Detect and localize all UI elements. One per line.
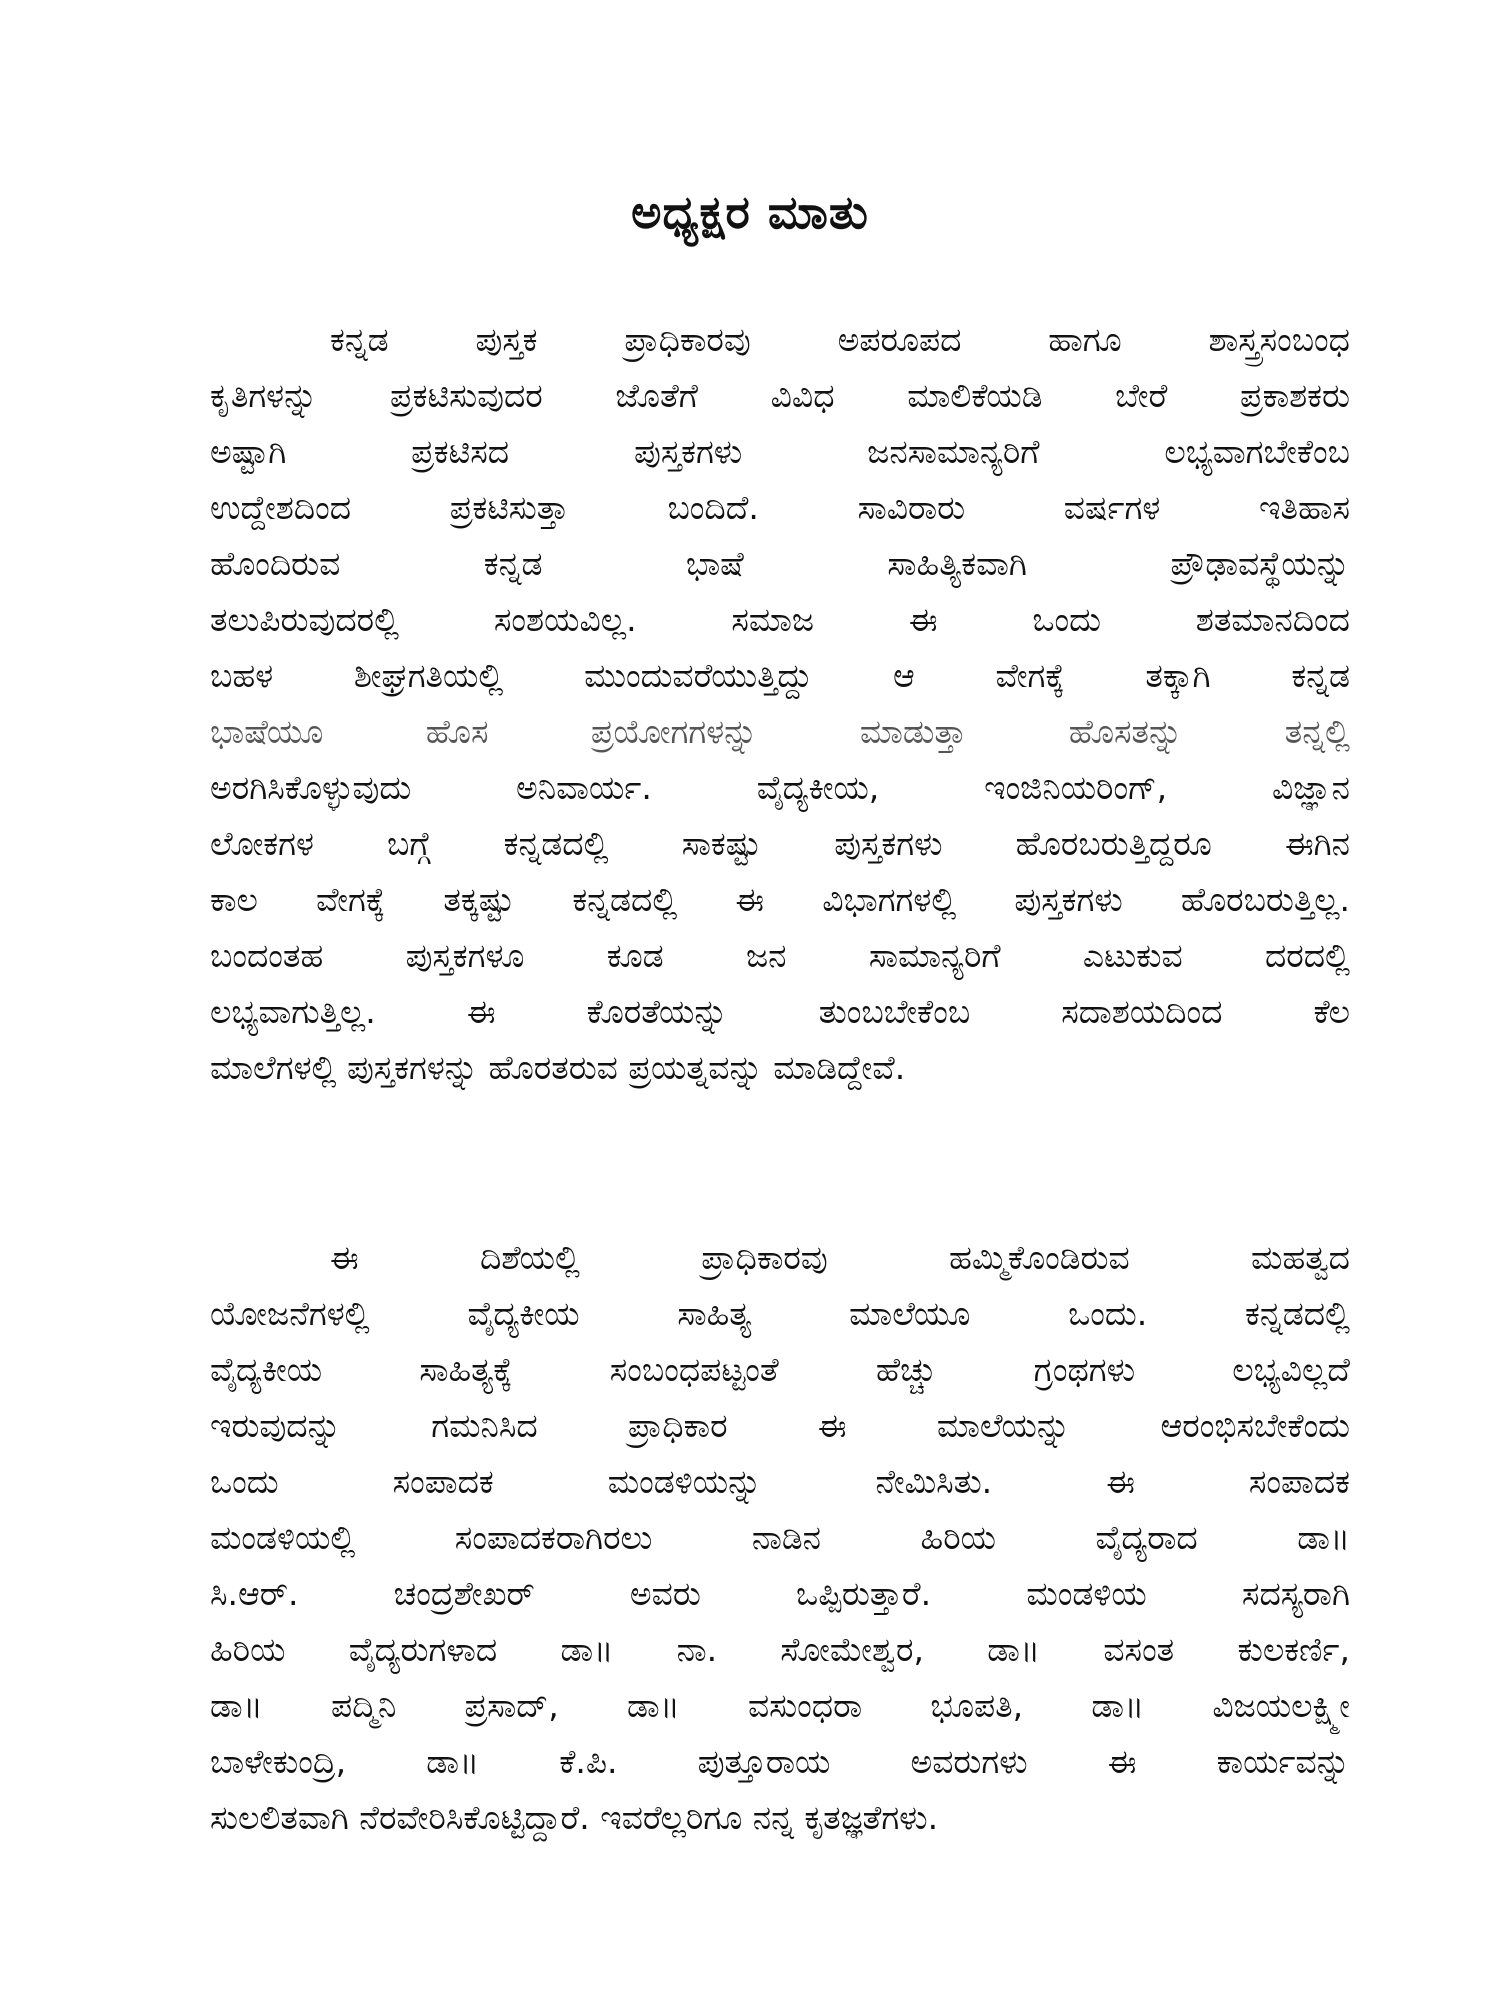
text-line: ಹೊಂದಿರುವ ಕನ್ನಡ ಭಾಷೆ ಸಾಹಿತ್ಯಿಕವಾಗಿ ಪ್ರೌಢಾವಸ್ಥೆಯನ್ನು xyxy=(210,544,1350,583)
paragraph-1 xyxy=(210,312,1350,1096)
text-line: ಕೃತಿಗಳನ್ನು ಪ್ರಕಟಿಸುವುದರ ಜೊತೆಗೆ ವಿವಿಧ ಮಾಲಿಕೆಯಡಿ ಬೇರೆ ಪ್ರಕಾಶಕರು xyxy=(210,376,1350,415)
text-line: ವೈದ್ಯಕೀಯ ಸಾಹಿತ್ಯಕ್ಕೆ ಸಂಬಂಧಪಟ್ಟಂತೆ ಹೆಚ್ಚು ಗ್ರಂಥಗಳು ಲಭ್ಯವಿಲ್ಲದೆ xyxy=(210,1350,1350,1389)
text-line: ಸುಲಲಿತವಾಗಿ ನೆರವೇರಿಸಿಕೊಟ್ಟಿದ್ದಾರೆ. ಇವರೆಲ್ಲರಿಗೂ ನನ್ನ ಕೃತಜ್ಞತೆಗಳು. xyxy=(210,1798,939,1837)
text-line: ಉದ್ದೇಶದಿಂದ ಪ್ರಕಟಿಸುತ್ತಾ ಬಂದಿದೆ. ಸಾವಿರಾರು ವರ್ಷಗಳ ಇತಿಹಾಸ xyxy=(210,488,1350,527)
text-line: ಡಾ॥ ಪದ್ಮಿನಿ ಪ್ರಸಾದ್, ಡಾ॥ ವಸುಂಧರಾ ಭೂಪತಿ, ಡಾ॥ ವಿಜಯಲಕ್ಷ್ಮೀ xyxy=(210,1686,1350,1725)
text-line: ಮಾಲೆಗಳಲ್ಲಿ ಪುಸ್ತಕಗಳನ್ನು ಹೊರತರುವ ಪ್ರಯತ್ನವನ್ನು ಮಾಡಿದ್ದೇವೆ. xyxy=(210,1048,906,1087)
text-line: ಅರಗಿಸಿಕೊಳ್ಳುವುದು ಅನಿವಾರ್ಯ. ವೈದ್ಯಕೀಯ, ಇಂಜಿನಿಯರಿಂಗ್, ವಿಜ್ಞಾನ xyxy=(210,768,1350,807)
text-line: ಭಾಷೆಯೂ ಹೊಸ ಪ್ರಯೋಗಗಳನ್ನು ಮಾಡುತ್ತಾ ಹೊಸತನ್ನು ತನ್ನಲ್ಲಿ xyxy=(210,712,1350,751)
text-line: ಬಾಳೇಕುಂದ್ರಿ, ಡಾ॥ ಕೆ.ಪಿ. ಪುತ್ತೂರಾಯ ಅವರುಗಳು ಈ ಕಾರ್ಯವನ್ನು xyxy=(210,1742,1350,1781)
page-title: ಅಧ್ಯಕ್ಷರ ಮಾತು xyxy=(631,185,869,239)
text-line: ಲೋಕಗಳ ಬಗ್ಗೆ ಕನ್ನಡದಲ್ಲಿ ಸಾಕಷ್ಟು ಪುಸ್ತಕಗಳು ಹೊರಬರುತ್ತಿದ್ದರೂ ಈಗಿನ xyxy=(210,824,1350,863)
text-line: ತಲುಪಿರುವುದರಲ್ಲಿ ಸಂಶಯವಿಲ್ಲ. ಸಮಾಜ ಈ ಒಂದು ಶತಮಾನದಿಂದ xyxy=(210,600,1350,639)
text-line: ಬಹಳ ಶೀಘ್ರಗತಿಯಲ್ಲಿ ಮುಂದುವರೆಯುತ್ತಿದ್ದು ಆ ವೇಗಕ್ಕೆ ತಕ್ಕಾಗಿ ಕನ್ನಡ xyxy=(210,656,1350,695)
text-line: ಹಿರಿಯ ವೈದ್ಯರುಗಳಾದ ಡಾ॥ ನಾ. ಸೋಮೇಶ್ವರ, ಡಾ॥ ವಸಂತ ಕುಲಕರ್ಣಿ, xyxy=(210,1630,1350,1669)
text-line: ಇರುವುದನ್ನು ಗಮನಿಸಿದ ಪ್ರಾಧಿಕಾರ ಈ ಮಾಲೆಯನ್ನು ಆರಂಭಿಸಬೇಕೆಂದು xyxy=(210,1406,1350,1445)
text-line: ಒಂದು ಸಂಪಾದಕ ಮಂಡಳಿಯನ್ನು ನೇಮಿಸಿತು. ಈ ಸಂಪಾದಕ xyxy=(210,1462,1350,1501)
text-line: ಕಾಲ ವೇಗಕ್ಕೆ ತಕ್ಕಷ್ಟು ಕನ್ನಡದಲ್ಲಿ ಈ ವಿಭಾಗಗಳಲ್ಲಿ ಪುಸ್ತಕಗಳು ಹೊರಬರುತ್ತಿಲ್ಲ. xyxy=(210,880,1350,919)
text-line: ಸಿ.ಆರ್. ಚಂದ್ರಶೇಖರ್ ಅವರು ಒಪ್ಪಿರುತ್ತಾರೆ. ಮಂಡಳಿಯ ಸದಸ್ಯರಾಗಿ xyxy=(210,1574,1350,1613)
text-line: ಯೋಜನೆಗಳಲ್ಲಿ ವೈದ್ಯಕೀಯ ಸಾಹಿತ್ಯ ಮಾಲೆಯೂ ಒಂದು. ಕನ್ನಡದಲ್ಲಿ xyxy=(210,1294,1350,1333)
text-line: ಲಭ್ಯವಾಗುತ್ತಿಲ್ಲ. ಈ ಕೊರತೆಯನ್ನು ತುಂಬಬೇಕೆಂಬ ಸದಾಶಯದಿಂದ ಕೆಲ xyxy=(210,992,1350,1031)
paragraph-2 xyxy=(210,1230,1350,1846)
text-line: ಈ ದಿಶೆಯಲ್ಲಿ ಪ್ರಾಧಿಕಾರವು ಹಮ್ಮಿಕೊಂಡಿರುವ ಮಹತ್ವದ xyxy=(330,1238,1350,1277)
text-line: ಅಷ್ಟಾಗಿ ಪ್ರಕಟಿಸದ ಪುಸ್ತಕಗಳು ಜನಸಾಮಾನ್ಯರಿಗೆ ಲಭ್ಯವಾಗಬೇಕೆಂಬ xyxy=(210,432,1350,471)
text-line: ಬಂದಂತಹ ಪುಸ್ತಕಗಳೂ ಕೂಡ ಜನ ಸಾಮಾನ್ಯರಿಗೆ ಎಟುಕುವ ದರದಲ್ಲಿ xyxy=(210,936,1350,975)
text-line: ಮಂಡಳಿಯಲ್ಲಿ ಸಂಪಾದಕರಾಗಿರಲು ನಾಡಿನ ಹಿರಿಯ ವೈದ್ಯರಾದ ಡಾ॥ xyxy=(210,1518,1350,1557)
text-line: ಕನ್ನಡ ಪುಸ್ತಕ ಪ್ರಾಧಿಕಾರವು ಅಪರೂಪದ ಹಾಗೂ ಶಾಸ್ತ್ರಸಂಬಂಧ xyxy=(330,320,1350,359)
